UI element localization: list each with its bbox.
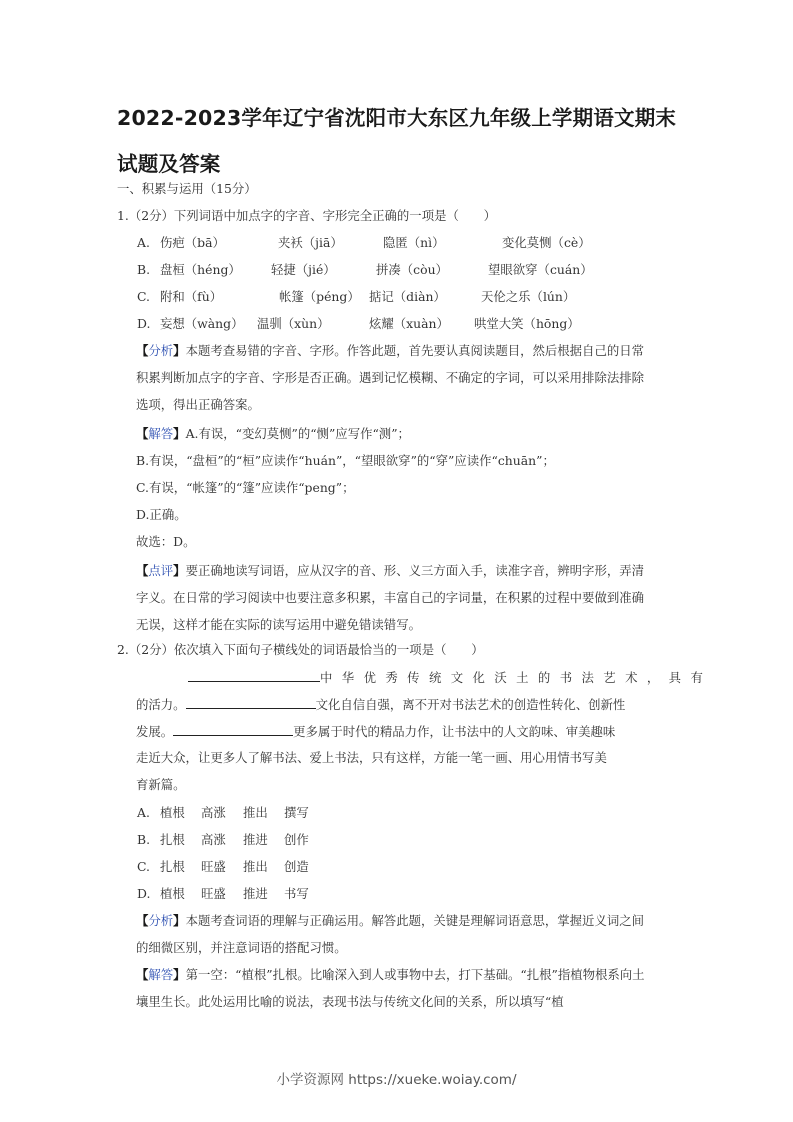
option-label: D. xyxy=(137,316,151,331)
option-item: 推出 xyxy=(243,859,268,874)
q1-analysis xyxy=(136,337,656,418)
option-item: 哄堂大笑（hōng） xyxy=(474,316,580,331)
option-item: 扎根 xyxy=(160,859,185,874)
option-item: 炫耀（xuàn） xyxy=(369,316,449,331)
option-label: B. xyxy=(137,262,151,277)
q1-answer-line-2: B.有误，“盘桓”的“桓”应读作“huán”，“望眼欲穿”的“穿”应读作“chuān”； xyxy=(136,453,555,468)
section-heading: 一、积累与运用（15分） xyxy=(117,181,257,196)
q1-answer-line-3: C.有误，“帐篷”的“篷”应读作“peng”； xyxy=(136,480,355,495)
option-item: 旺盛 xyxy=(201,886,226,901)
title-line-2: 试题及答案 xyxy=(117,152,221,176)
option-item: 推出 xyxy=(243,805,268,820)
option-item: 推进 xyxy=(243,832,268,847)
analysis-tag: 【分析】 xyxy=(136,343,186,358)
option-item: 附和（fù） xyxy=(160,289,223,304)
option-item: 夹袄（jiā） xyxy=(278,235,343,250)
option-item: 隐匿（nì） xyxy=(383,235,445,250)
option-item: 植根 xyxy=(160,886,185,901)
fill-blank-3[interactable] xyxy=(173,723,293,736)
option-item: 变化莫恻（cè） xyxy=(502,235,591,250)
comment-text: 要正确地读写词语，应从汉字的音、形、义三方面入手，读准字音，辨明字形，弄清字义。在日常的学习阅读中也要注意多积累，丰富自己的字词量，在积累的过程中要做到准确无误，这样才能在实际的读写运用中避免错读错写。 xyxy=(136,563,645,632)
title-line-1: 2022-2023学年辽宁省沈阳市大东区九年级上学期语文期末 xyxy=(117,106,677,130)
q2-passage-line-1: 中华优秀传统文化沃土的书法艺术，具有 xyxy=(188,669,712,686)
option-label: A. xyxy=(137,235,150,250)
comment-tag: 【点评】 xyxy=(136,563,186,578)
q1-stem: 1.（2分）下列词语中加点字的字音、字形完全正确的一项是（ ） xyxy=(117,208,497,223)
analysis-text: 本题考查词语的理解与正确运用。解答此题，关键是理解词语意思，掌握近义词之间的细微区别，并注意词语的搭配习惯。 xyxy=(136,913,645,955)
q1-answer-line-5: 故选：D。 xyxy=(136,534,196,549)
option-label: D. xyxy=(137,886,151,901)
q1-answer-line-1: 【解答】A.有误，“变幻莫恻”的“恻”应写作“测”； xyxy=(136,426,410,441)
option-item: 天伦之乐（lún） xyxy=(481,289,576,304)
option-item: 撰写 xyxy=(284,805,309,820)
analysis-text: 本题考查易错的字音、字形。作答此题，首先要认真阅读题目，然后根据自己的日常积累判断加点字的字音、字形是否正确。遇到记忆模糊、不确定的字词，可以采用排除法排除选项，得出正确答案。 xyxy=(136,343,645,412)
option-item: 轻捷（jié） xyxy=(271,262,336,277)
option-item: 创造 xyxy=(284,859,309,874)
q1-comment xyxy=(136,557,656,638)
option-item: 书写 xyxy=(284,886,309,901)
answer-tag: 【解答】 xyxy=(136,426,186,441)
option-item: 伤疤（bā） xyxy=(160,235,225,250)
option-item: 旺盛 xyxy=(201,859,226,874)
answer-tag: 【解答】 xyxy=(136,967,186,982)
option-item: 拼凑（còu） xyxy=(376,262,448,277)
document-title xyxy=(117,95,697,187)
q2-answer xyxy=(136,961,656,1015)
option-item: 扎根 xyxy=(160,832,185,847)
answer-text: 第一空：“植根”扎根。比喻深入到人或事物中去，打下基础。“扎根”指植物根系向土壤里生长。此处运用比喻的说法，表现书法与传统文化间的关系，所以填写“植 xyxy=(136,967,645,1009)
option-label: B. xyxy=(137,832,151,847)
option-item: 盘桓（héng） xyxy=(160,262,241,277)
q2-stem: 2.（2分）依次填入下面句子横线处的词语最恰当的一项是（ ） xyxy=(117,642,484,657)
option-item: 高涨 xyxy=(201,832,226,847)
q2-passage-line-2: 的活力。 文化自信自强，离不开对书法艺术的创造性转化、创新性 xyxy=(136,697,626,712)
q1-answer-line-4: D.正确。 xyxy=(136,507,187,522)
q2-analysis xyxy=(136,907,656,961)
option-label: C. xyxy=(137,289,150,304)
footer-watermark: 小学资源网 https://xueke.woiay.com/ xyxy=(276,1072,517,1088)
option-item: 推进 xyxy=(243,886,268,901)
q2-passage-line-5: 育新篇。 xyxy=(136,777,186,792)
option-item: 帐篷（péng） xyxy=(279,289,360,304)
fill-blank-1[interactable] xyxy=(188,669,320,682)
option-item: 温驯（xùn） xyxy=(257,316,330,331)
fill-blank-2[interactable] xyxy=(186,696,316,709)
q2-passage-line-3: 发展。 更多属于时代的精品力作，让书法中的人文韵味、审美趣味 xyxy=(136,724,616,739)
option-item: 妄想（wàng） xyxy=(160,316,244,331)
option-item: 创作 xyxy=(284,832,309,847)
option-item: 掂记（diàn） xyxy=(369,289,446,304)
option-item: 望眼欲穿（cuán） xyxy=(488,262,593,277)
analysis-tag: 【分析】 xyxy=(136,913,186,928)
option-label: C. xyxy=(137,859,150,874)
option-item: 高涨 xyxy=(201,805,226,820)
option-label: A. xyxy=(137,805,150,820)
q2-passage-line-4: 走近大众，让更多人了解书法、爱上书法，只有这样，方能一笔一画、用心用情书写美 xyxy=(136,750,607,765)
option-item: 植根 xyxy=(160,805,185,820)
